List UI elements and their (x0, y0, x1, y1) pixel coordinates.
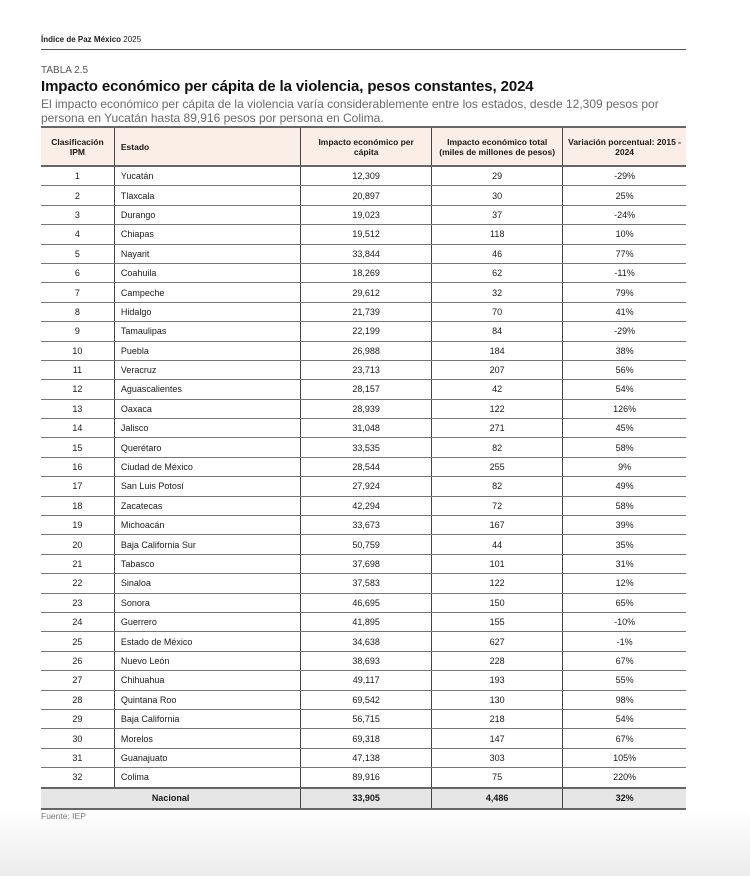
variation-cell: 41% (563, 302, 686, 321)
state-cell: Zacatecas (114, 496, 300, 515)
table-row (41, 690, 686, 709)
rank-cell: 16 (41, 457, 114, 476)
rank-cell: 20 (41, 535, 114, 554)
per-capita-cell: 27,924 (301, 477, 432, 496)
variation-cell: 12% (563, 574, 686, 593)
variation-cell: -11% (563, 263, 686, 282)
rank-cell: 7 (41, 283, 114, 302)
rank-cell: 28 (41, 690, 114, 709)
state-cell: Estado de México (114, 632, 300, 651)
total-label: Nacional (41, 788, 301, 809)
rank-cell: 8 (41, 302, 114, 321)
per-capita-cell: 69,318 (301, 729, 432, 748)
variation-cell: 31% (563, 554, 686, 573)
total-per-capita: 33,905 (301, 788, 432, 809)
variation-cell: 105% (563, 748, 686, 767)
total-cell: 42 (432, 380, 563, 399)
table-title: Impacto económico per cápita de la violencia, pesos constantes, 2024 (41, 78, 534, 95)
variation-cell: 54% (563, 380, 686, 399)
table-subtitle: El impacto económico per cápita de la violencia varía considerablemente entre los estados, desde 12,309 pesos por persona en Yucatán hasta 89,916 pesos por persona en Colima. (41, 97, 659, 125)
rank-cell: 11 (41, 360, 114, 379)
column-header-per-capita: Impacto económico per cápita (301, 127, 432, 166)
total-cell: 82 (432, 438, 563, 457)
total-cell: 32 (432, 283, 563, 302)
rank-cell: 13 (41, 399, 114, 418)
total-cell: 75 (432, 768, 563, 788)
rank-cell: 17 (41, 477, 114, 496)
table-row (41, 360, 686, 379)
rank-cell: 30 (41, 729, 114, 748)
rank-cell: 19 (41, 516, 114, 535)
variation-cell: 25% (563, 186, 686, 205)
total-cell: 84 (432, 322, 563, 341)
rank-cell: 18 (41, 496, 114, 515)
rank-cell: 15 (41, 438, 114, 457)
rank-cell: 14 (41, 419, 114, 438)
variation-cell: 39% (563, 516, 686, 535)
state-cell: Hidalgo (114, 302, 300, 321)
rank-cell: 3 (41, 205, 114, 224)
state-cell: Oaxaca (114, 399, 300, 418)
state-cell: Tamaulipas (114, 322, 300, 341)
total-cell: 184 (432, 341, 563, 360)
per-capita-cell: 33,535 (301, 438, 432, 457)
total-cell: 255 (432, 457, 563, 476)
state-cell: Guerrero (114, 612, 300, 631)
table-label: TABLA 2.5 (41, 65, 89, 76)
per-capita-cell: 19,023 (301, 205, 432, 224)
rank-cell: 1 (41, 166, 114, 186)
column-header-variation: Variación porcentual: 2015 - 2024 (563, 127, 686, 166)
state-cell: Nayarit (114, 244, 300, 263)
per-capita-cell: 89,916 (301, 768, 432, 788)
total-cell: 70 (432, 302, 563, 321)
column-header-state: Estado (114, 127, 300, 166)
total-cell: 271 (432, 419, 563, 438)
per-capita-cell: 46,695 (301, 593, 432, 612)
total-cell: 29 (432, 166, 563, 186)
table-row (41, 709, 686, 728)
variation-cell: 56% (563, 360, 686, 379)
state-cell: Morelos (114, 729, 300, 748)
table-row (41, 322, 686, 341)
per-capita-cell: 42,294 (301, 496, 432, 515)
table-row (41, 205, 686, 224)
per-capita-cell: 23,713 (301, 360, 432, 379)
per-capita-cell: 21,739 (301, 302, 432, 321)
rank-cell: 31 (41, 748, 114, 767)
per-capita-cell: 47,138 (301, 748, 432, 767)
variation-cell: 35% (563, 535, 686, 554)
table-row (41, 612, 686, 631)
per-capita-cell: 34,638 (301, 632, 432, 651)
table-row (41, 283, 686, 302)
state-cell: Chiapas (114, 225, 300, 244)
variation-cell: 49% (563, 477, 686, 496)
rank-cell: 2 (41, 186, 114, 205)
total-cell: 130 (432, 690, 563, 709)
total-cell: 207 (432, 360, 563, 379)
total-variation: 32% (563, 788, 686, 809)
rank-cell: 29 (41, 709, 114, 728)
rank-cell: 9 (41, 322, 114, 341)
state-cell: Sinaloa (114, 574, 300, 593)
per-capita-cell: 37,698 (301, 554, 432, 573)
variation-cell: 98% (563, 690, 686, 709)
table-row (41, 535, 686, 554)
table-row (41, 380, 686, 399)
source-note: Fuente: IEP (41, 811, 86, 821)
per-capita-cell: 49,117 (301, 671, 432, 690)
rank-cell: 32 (41, 768, 114, 788)
running-head-year: 2025 (123, 35, 142, 44)
total-cell: 147 (432, 729, 563, 748)
state-cell: Jalisco (114, 419, 300, 438)
per-capita-cell: 33,844 (301, 244, 432, 263)
total-cell: 303 (432, 748, 563, 767)
variation-cell: 58% (563, 438, 686, 457)
state-cell: Tabasco (114, 554, 300, 573)
total-cell: 118 (432, 225, 563, 244)
total-cell: 228 (432, 651, 563, 670)
variation-cell: 38% (563, 341, 686, 360)
rank-cell: 27 (41, 671, 114, 690)
variation-cell: 58% (563, 496, 686, 515)
table-row (41, 748, 686, 767)
variation-cell: 54% (563, 709, 686, 728)
table-row (41, 341, 686, 360)
table-row (41, 263, 686, 282)
table-row (41, 438, 686, 457)
total-cell: 122 (432, 399, 563, 418)
variation-cell: -1% (563, 632, 686, 651)
per-capita-cell: 28,939 (301, 399, 432, 418)
total-cell: 155 (432, 612, 563, 631)
table-row (41, 225, 686, 244)
table-row (41, 186, 686, 205)
total-cell: 44 (432, 535, 563, 554)
variation-cell: 67% (563, 729, 686, 748)
table-row (41, 457, 686, 476)
state-cell: Aguascalientes (114, 380, 300, 399)
state-cell: Michoacán (114, 516, 300, 535)
running-head (41, 35, 141, 44)
total-cell: 62 (432, 263, 563, 282)
state-cell: Colima (114, 768, 300, 788)
per-capita-cell: 38,693 (301, 651, 432, 670)
state-cell: Baja California (114, 709, 300, 728)
state-cell: Campeche (114, 283, 300, 302)
state-cell: Coahuila (114, 263, 300, 282)
variation-cell: 67% (563, 651, 686, 670)
table-row (41, 729, 686, 748)
header-divider (41, 49, 686, 50)
state-cell: Querétaro (114, 438, 300, 457)
state-cell: Yucatán (114, 166, 300, 186)
per-capita-cell: 37,583 (301, 574, 432, 593)
table-row (41, 651, 686, 670)
variation-cell: 220% (563, 768, 686, 788)
variation-cell: 9% (563, 457, 686, 476)
per-capita-cell: 28,544 (301, 457, 432, 476)
state-cell: Veracruz (114, 360, 300, 379)
table-row (41, 671, 686, 690)
per-capita-cell: 19,512 (301, 225, 432, 244)
per-capita-cell: 69,542 (301, 690, 432, 709)
variation-cell: 126% (563, 399, 686, 418)
total-cell: 37 (432, 205, 563, 224)
total-economic-impact: 4,486 (432, 788, 563, 809)
rank-cell: 26 (41, 651, 114, 670)
table-row (41, 768, 686, 788)
state-cell: Puebla (114, 341, 300, 360)
variation-cell: 79% (563, 283, 686, 302)
per-capita-cell: 22,199 (301, 322, 432, 341)
rank-cell: 21 (41, 554, 114, 573)
table-row (41, 477, 686, 496)
rank-cell: 4 (41, 225, 114, 244)
total-row (41, 788, 686, 809)
variation-cell: 45% (563, 419, 686, 438)
rank-cell: 12 (41, 380, 114, 399)
per-capita-cell: 41,895 (301, 612, 432, 631)
variation-cell: 65% (563, 593, 686, 612)
rank-cell: 22 (41, 574, 114, 593)
table-row (41, 166, 686, 186)
per-capita-cell: 50,759 (301, 535, 432, 554)
state-cell: Chihuahua (114, 671, 300, 690)
header-row (41, 127, 686, 166)
rank-cell: 6 (41, 263, 114, 282)
variation-cell: 55% (563, 671, 686, 690)
rank-cell: 10 (41, 341, 114, 360)
total-cell: 167 (432, 516, 563, 535)
table-row (41, 516, 686, 535)
total-cell: 82 (432, 477, 563, 496)
total-cell: 46 (432, 244, 563, 263)
total-cell: 193 (432, 671, 563, 690)
total-cell: 101 (432, 554, 563, 573)
state-cell: Quintana Roo (114, 690, 300, 709)
state-cell: Tlaxcala (114, 186, 300, 205)
variation-cell: -29% (563, 322, 686, 341)
variation-cell: -29% (563, 166, 686, 186)
state-cell: San Luis Potosí (114, 477, 300, 496)
total-cell: 30 (432, 186, 563, 205)
rank-cell: 25 (41, 632, 114, 651)
state-cell: Nuevo León (114, 651, 300, 670)
table-row (41, 593, 686, 612)
variation-cell: -24% (563, 205, 686, 224)
running-head-title: Índice de Paz México (41, 35, 122, 44)
table-row (41, 399, 686, 418)
total-cell: 122 (432, 574, 563, 593)
per-capita-cell: 20,897 (301, 186, 432, 205)
total-cell: 72 (432, 496, 563, 515)
table-row (41, 419, 686, 438)
state-cell: Sonora (114, 593, 300, 612)
state-cell: Durango (114, 205, 300, 224)
economic-impact-table (41, 126, 686, 810)
state-cell: Guanajuato (114, 748, 300, 767)
table-row (41, 554, 686, 573)
per-capita-cell: 29,612 (301, 283, 432, 302)
per-capita-cell: 56,715 (301, 709, 432, 728)
table-row (41, 244, 686, 263)
total-cell: 627 (432, 632, 563, 651)
per-capita-cell: 12,309 (301, 166, 432, 186)
variation-cell: 77% (563, 244, 686, 263)
table-row (41, 632, 686, 651)
total-cell: 150 (432, 593, 563, 612)
table-row (41, 496, 686, 515)
variation-cell: 10% (563, 225, 686, 244)
per-capita-cell: 33,673 (301, 516, 432, 535)
rank-cell: 5 (41, 244, 114, 263)
state-cell: Baja California Sur (114, 535, 300, 554)
per-capita-cell: 18,269 (301, 263, 432, 282)
variation-cell: -10% (563, 612, 686, 631)
per-capita-cell: 28,157 (301, 380, 432, 399)
column-header-rank: Clasificación IPM (41, 127, 114, 166)
rank-cell: 24 (41, 612, 114, 631)
table-row (41, 574, 686, 593)
per-capita-cell: 26,988 (301, 341, 432, 360)
column-header-total: Impacto económico total (miles de millones de pesos) (432, 127, 563, 166)
per-capita-cell: 31,048 (301, 419, 432, 438)
table-row (41, 302, 686, 321)
state-cell: Ciudad de México (114, 457, 300, 476)
total-cell: 218 (432, 709, 563, 728)
rank-cell: 23 (41, 593, 114, 612)
